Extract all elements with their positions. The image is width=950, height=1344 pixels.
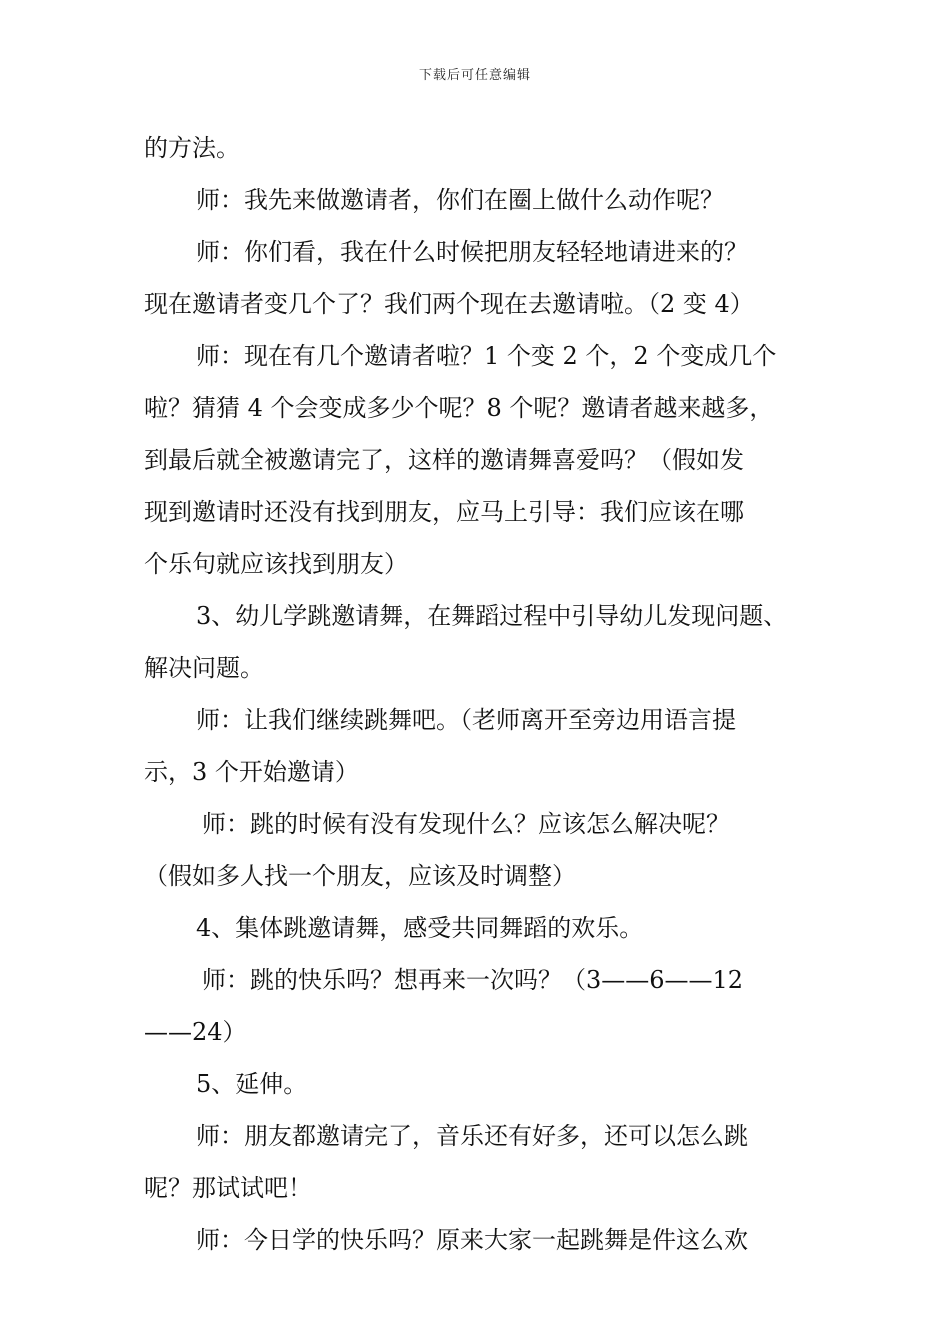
paragraph-step-3 — [144, 590, 824, 694]
text-line: （假如多人找一个朋友，应该及时调整） — [144, 862, 576, 890]
text-line: 啦？猜猜 4 个会变成多少个呢？8 个呢？邀请者越来越多， — [144, 394, 774, 422]
text-line: 解决问题。 — [144, 654, 264, 682]
paragraph-step-4 — [144, 902, 824, 954]
text-line: 师：跳的快乐吗？想再来一次吗？（3——6——12 — [202, 966, 744, 994]
paragraph-teacher-look — [144, 226, 824, 330]
text-line: 3、幼儿学跳邀请舞，在舞蹈过程中引导幼儿发现问题、 — [196, 602, 788, 630]
paragraph-teacher-continue — [144, 694, 824, 798]
paragraph-teacher-inviter — [144, 174, 824, 226]
paragraph-teacher-today — [144, 1214, 824, 1266]
text-line: 师：现在有几个邀请者啦？1 个变 2 个，2 个变成几个 — [196, 342, 777, 370]
text-line: 师：朋友都邀请完了，音乐还有好多，还可以怎么跳 — [196, 1122, 748, 1150]
paragraph-teacher-count — [144, 330, 824, 590]
paragraph-method-end — [144, 122, 824, 174]
text-line: 4、集体跳邀请舞，感受共同舞蹈的欢乐。 — [196, 914, 644, 942]
text-line: 的方法。 — [144, 134, 240, 162]
text-line: 到最后就全被邀请完了，这样的邀请舞喜爱吗？（假如发 — [144, 446, 744, 474]
text-line: 示，3 个开始邀请） — [144, 758, 359, 786]
text-line: 呢？那试试吧！ — [144, 1174, 312, 1202]
text-line: 师：今日学的快乐吗？原来大家一起跳舞是件这么欢 — [196, 1226, 748, 1254]
text-line: 师：你们看，我在什么时候把朋友轻轻地请进来的？ — [196, 238, 748, 266]
document-body — [144, 122, 824, 1266]
text-line: 师：我先来做邀请者，你们在圈上做什么动作呢？ — [196, 186, 724, 214]
paragraph-teacher-again — [144, 954, 824, 1058]
text-line: 个乐句就应该找到朋友） — [144, 550, 408, 578]
text-line: 现在邀请者变几个了？我们两个现在去邀请啦。（2 变 4） — [144, 290, 754, 318]
text-line: 5、延伸。 — [196, 1070, 308, 1098]
text-line: 师：跳的时候有没有发现什么？应该怎么解决呢？ — [202, 810, 730, 838]
paragraph-teacher-music — [144, 1110, 824, 1214]
paragraph-step-5 — [144, 1058, 824, 1110]
text-line: 师：让我们继续跳舞吧。（老师离开至旁边用语言提 — [196, 706, 736, 734]
page-header: 下载后可任意编辑 — [418, 68, 531, 83]
text-line: ——24） — [144, 1018, 247, 1046]
text-line: 现到邀请时还没有找到朋友，应马上引导：我们应该在哪 — [144, 498, 744, 526]
paragraph-teacher-discover — [144, 798, 824, 902]
